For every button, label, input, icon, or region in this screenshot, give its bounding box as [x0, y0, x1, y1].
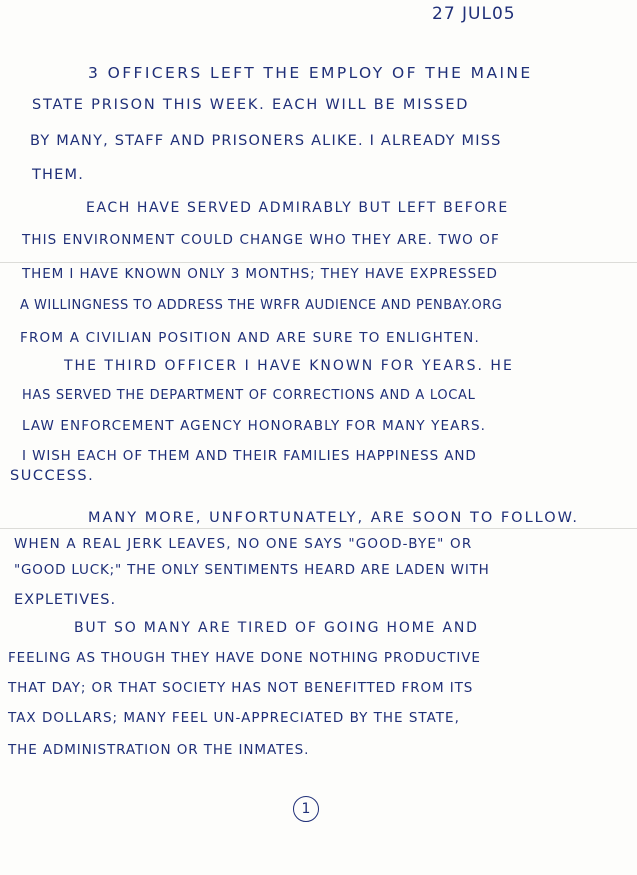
letter-line: THIS ENVIRONMENT COULD CHANGE WHO THEY ARE. TWO OF: [22, 232, 500, 248]
letter-date: 27 JUL05: [432, 4, 516, 24]
paper-fold-line: [0, 262, 637, 263]
paper-fold-line: [0, 528, 637, 529]
letter-line: MANY MORE, UNFORTUNATELY, ARE SOON TO FOLLOW.: [88, 510, 579, 526]
letter-line: STATE PRISON THIS WEEK. EACH WILL BE MISSED: [32, 97, 470, 113]
letter-line: THEM I HAVE KNOWN ONLY 3 MONTHS; THEY HAVE EXPRESSED: [22, 266, 498, 282]
letter-line: A WILLINGNESS TO ADDRESS THE WRFR AUDIENCE AND PENBAY.ORG: [20, 298, 503, 313]
letter-line: WHEN A REAL JERK LEAVES, NO ONE SAYS "GOOD-BYE" OR: [14, 536, 473, 552]
letter-line: BY MANY, STAFF AND PRISONERS ALIKE. I ALREADY MISS: [30, 133, 502, 149]
letter-line: I WISH EACH OF THEM AND THEIR FAMILIES HAPPINESS AND: [22, 448, 477, 464]
letter-line: THE THIRD OFFICER I HAVE KNOWN FOR YEARS. HE: [64, 358, 514, 374]
letter-line: FEELING AS THOUGH THEY HAVE DONE NOTHING PRODUCTIVE: [8, 650, 481, 666]
page-number-badge: 1: [293, 796, 319, 822]
letter-line: EXPLETIVES.: [14, 592, 117, 608]
letter-line: THAT DAY; OR THAT SOCIETY HAS NOT BENEFITTED FROM ITS: [8, 680, 474, 696]
letter-line: LAW ENFORCEMENT AGENCY HONORABLY FOR MANY YEARS.: [22, 418, 487, 434]
letter-line: TAX DOLLARS; MANY FEEL UN-APPRECIATED BY THE STATE,: [8, 710, 460, 726]
letter-line: BUT SO MANY ARE TIRED OF GOING HOME AND: [74, 620, 479, 636]
letter-line: THEM.: [32, 167, 85, 183]
letter-line: THE ADMINISTRATION OR THE INMATES.: [8, 742, 310, 758]
letter-line: SUCCESS.: [10, 468, 95, 484]
letter-line: EACH HAVE SERVED ADMIRABLY BUT LEFT BEFORE: [86, 200, 509, 216]
letter-line: HAS SERVED THE DEPARTMENT OF CORRECTIONS AND A LOCAL: [22, 388, 476, 403]
letter-line: FROM A CIVILIAN POSITION AND ARE SURE TO ENLIGHTEN.: [20, 330, 480, 346]
letter-line: 3 OFFICERS LEFT THE EMPLOY OF THE MAINE: [88, 64, 533, 82]
letter-line: "GOOD LUCK;" THE ONLY SENTIMENTS HEARD ARE LADEN WITH: [14, 562, 490, 578]
